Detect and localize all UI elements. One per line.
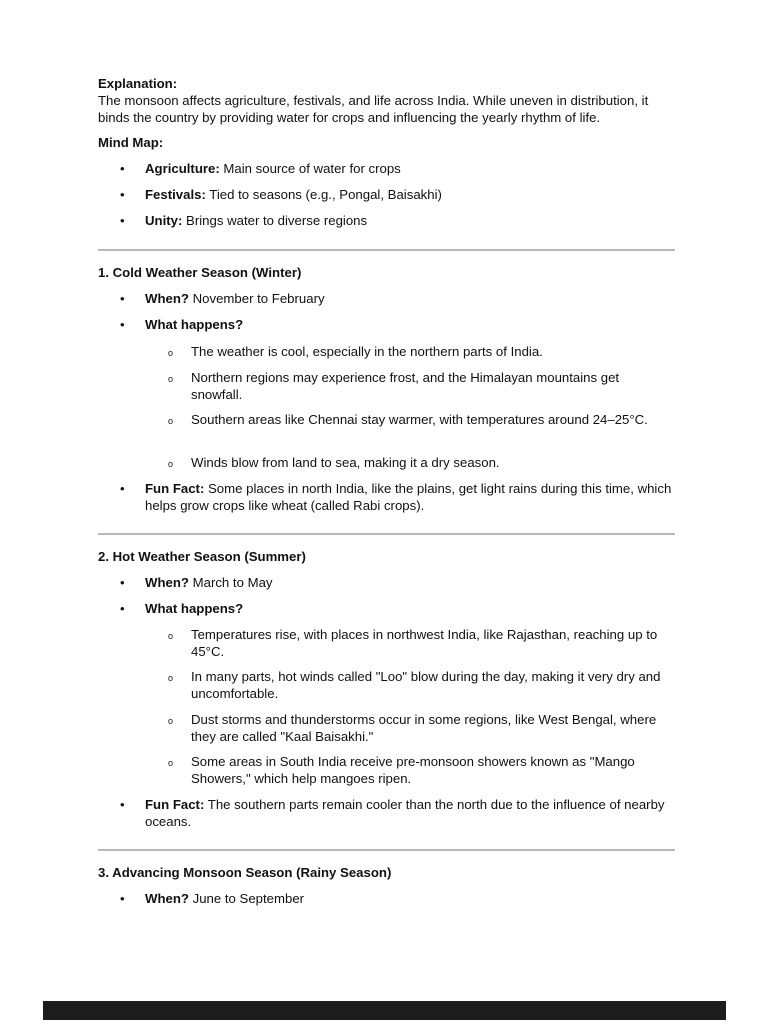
- sub-point-text: Northern regions may experience frost, and the Himalayan mountains get snowfall.: [191, 370, 620, 402]
- section-divider: [98, 249, 675, 251]
- mindmap-item-text: Tied to seasons (e.g., Pongal, Baisakhi): [209, 187, 442, 202]
- sub-point-text: Temperatures rise, with places in northwest India, like Rajasthan, reaching up to 45°C.: [191, 627, 658, 659]
- footer-bar: [43, 1001, 726, 1020]
- section-heading: 2. Hot Weather Season (Summer): [98, 549, 306, 564]
- bullet-icon: •: [120, 187, 125, 202]
- mindmap-heading: Mind Map:: [98, 135, 164, 150]
- fun-fact-label: Fun Fact:: [145, 797, 205, 812]
- bullet-icon: •: [120, 601, 125, 616]
- bullet-icon: •: [120, 317, 125, 332]
- explanation-text: The monsoon affects agriculture, festivals, and life across India. While uneven in distribution, it binds the country by providing water for crops and influencing the yearly rhythm of life.: [98, 93, 649, 125]
- bullet-icon: •: [120, 291, 125, 306]
- when-text: March to May: [192, 575, 273, 590]
- section-divider: [98, 533, 675, 535]
- what-happens-label: What happens?: [145, 601, 244, 616]
- mindmap-item-text: Main source of water for crops: [223, 161, 401, 176]
- circle-bullet-icon: o: [168, 758, 174, 768]
- fun-fact-label: Fun Fact:: [145, 481, 205, 496]
- mindmap-item-label: Agriculture:: [145, 161, 220, 176]
- section-heading: 3. Advancing Monsoon Season (Rainy Season): [98, 865, 392, 880]
- bullet-icon: •: [120, 213, 125, 228]
- bullet-icon: •: [120, 797, 125, 812]
- circle-bullet-icon: o: [168, 631, 174, 641]
- when-text: November to February: [192, 291, 325, 306]
- sub-point-text: Southern areas like Chennai stay warmer, with temperatures around 24–25°C.: [191, 412, 648, 427]
- when-label: When?: [145, 575, 189, 590]
- bullet-icon: •: [120, 575, 125, 590]
- circle-bullet-icon: o: [168, 348, 174, 358]
- circle-bullet-icon: o: [168, 416, 174, 426]
- circle-bullet-icon: o: [168, 716, 174, 726]
- bullet-icon: •: [120, 161, 125, 176]
- circle-bullet-icon: o: [168, 673, 174, 683]
- mindmap-item-label: Festivals:: [145, 187, 206, 202]
- fun-fact-text: The southern parts remain cooler than the north due to the influence of nearby oceans.: [145, 797, 665, 829]
- sub-point-text: Some areas in South India receive pre-monsoon showers known as "Mango Showers," which help mangoes ripen.: [191, 754, 635, 786]
- section-divider: [98, 849, 675, 851]
- mindmap-item-label: Unity:: [145, 213, 183, 228]
- mindmap-item-text: Brings water to diverse regions: [186, 213, 368, 228]
- when-label: When?: [145, 291, 189, 306]
- sub-point-text: The weather is cool, especially in the northern parts of India.: [191, 344, 543, 359]
- sub-point-text: Dust storms and thunderstorms occur in some regions, like West Bengal, where they are called "Kaal Baisakhi.": [191, 712, 657, 744]
- when-text: June to September: [192, 891, 305, 906]
- when-label: When?: [145, 891, 189, 906]
- circle-bullet-icon: o: [168, 459, 174, 469]
- bullet-icon: •: [120, 481, 125, 496]
- sub-point-text: Winds blow from land to sea, making it a dry season.: [191, 455, 500, 470]
- circle-bullet-icon: o: [168, 374, 174, 384]
- fun-fact-text: Some places in north India, like the plains, get light rains during this time, which helps grow crops like wheat (called Rabi crops).: [145, 481, 672, 513]
- bullet-icon: •: [120, 891, 125, 906]
- explanation-heading: Explanation:: [98, 76, 178, 91]
- section-heading: 1. Cold Weather Season (Winter): [98, 265, 302, 280]
- sub-point-text: In many parts, hot winds called "Loo" blow during the day, making it very dry and uncomfortable.: [191, 669, 661, 701]
- what-happens-label: What happens?: [145, 317, 244, 332]
